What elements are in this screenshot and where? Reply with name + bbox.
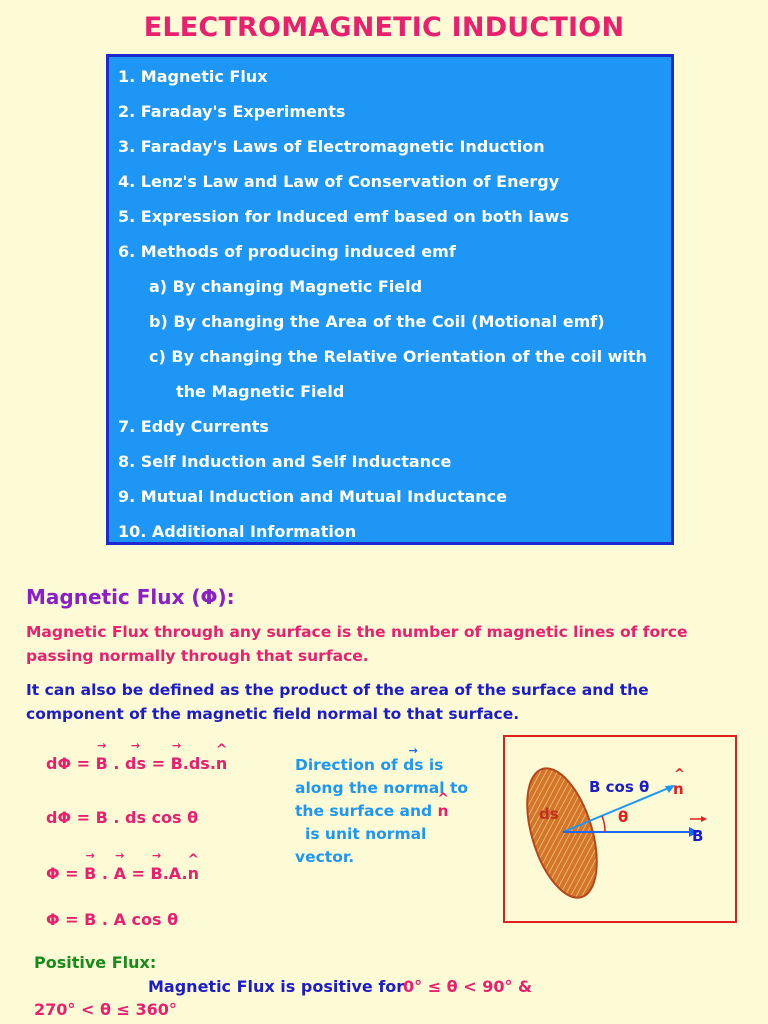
note-line-5: vector. <box>295 848 355 866</box>
note-text: the surface and <box>295 802 438 820</box>
flux-diagram-svg <box>505 737 735 921</box>
positive-flux-range-2: 270° < θ ≤ 360° <box>34 1000 177 1019</box>
eq1-vector-ds: → ds <box>125 754 146 773</box>
section-heading: Magnetic Flux (Φ): <box>26 585 235 609</box>
positive-flux-text: Magnetic Flux is positive for <box>148 977 405 996</box>
direction-note <box>295 754 495 869</box>
equation-1 <box>46 754 227 773</box>
note-line-3 <box>295 800 495 823</box>
toc-item-4[interactable]: 4. Lenz's Law and Law of Conservation of Energy <box>118 172 560 191</box>
note-text: is <box>423 756 444 774</box>
toc-item-5[interactable]: 5. Expression for Induced emf based on both laws <box>118 207 569 226</box>
eq3-dot: . <box>96 864 114 883</box>
toc-item-3[interactable]: 3. Faraday's Laws of Electromagnetic Induction <box>118 137 545 156</box>
equation-3 <box>46 864 199 883</box>
note-text: Direction of <box>295 756 404 774</box>
toc-item-6c[interactable]: c) By changing the Relative Orientation of the coil with <box>149 347 647 366</box>
eq1-equals: = <box>146 754 171 773</box>
eq1-unit-normal: ^ n <box>216 754 227 773</box>
note-vector-ds: → ds <box>403 754 423 777</box>
eq3-vector-b2: → B <box>151 864 163 883</box>
toc-item-1[interactable]: 1. Magnetic Flux <box>118 67 268 86</box>
eq1-dot: . <box>107 754 126 773</box>
eq3-equals: = <box>125 864 151 883</box>
flux-diagram <box>503 735 737 923</box>
toc-item-10[interactable]: 10. Additional Information <box>118 522 357 541</box>
angle-arc <box>602 816 605 832</box>
toc-item-2[interactable]: 2. Faraday's Experiments <box>118 102 346 121</box>
toc-item-6c-cont[interactable]: the Magnetic Field <box>176 382 345 401</box>
eq1-lhs: dΦ = <box>46 754 96 773</box>
surface-label: ds <box>539 805 559 823</box>
flux-definition: Magnetic Flux through any surface is the number of magnetic lines of force passing normally through that surface. <box>26 623 688 665</box>
positive-flux-range-1: 0° ≤ θ < 90° & <box>403 977 533 996</box>
eq1-ds: .ds. <box>182 754 216 773</box>
toc-item-6a[interactable]: a) By changing Magnetic Field <box>149 277 423 296</box>
note-line-2: along the normal to <box>295 779 469 797</box>
n-hat: ^ <box>674 767 685 782</box>
eq3-unit-normal: ^ n <box>188 864 199 883</box>
field-label: B <box>692 827 704 845</box>
field-label-arrowhead <box>701 816 707 822</box>
note-line-4: is unit normal <box>305 825 427 843</box>
equation-2: dΦ = B . ds cos θ <box>46 808 199 827</box>
flux-alternate-definition: It can also be defined as the product of the area of the surface and the component of the magnetic field normal to that surface. <box>26 681 649 723</box>
toc-item-9[interactable]: 9. Mutual Induction and Mutual Inductance <box>118 487 507 506</box>
n-label: n <box>673 780 684 798</box>
normal-label: B cos θ <box>589 778 650 796</box>
eq3-lhs: Φ = <box>46 864 85 883</box>
note-line-1 <box>295 754 495 777</box>
positive-flux-heading: Positive Flux: <box>34 953 157 972</box>
equation-4: Φ = B . A cos θ <box>46 910 179 929</box>
note-unit-normal: ^ n <box>438 800 449 823</box>
eq3-a: .A. <box>162 864 188 883</box>
angle-label: θ <box>618 808 629 826</box>
page-title: ELECTROMAGNETIC INDUCTION <box>143 12 625 43</box>
toc-item-6[interactable]: 6. Methods of producing induced emf <box>118 242 456 261</box>
eq1-vector-b: → B <box>96 754 108 773</box>
toc-item-8[interactable]: 8. Self Induction and Self Inductance <box>118 452 452 471</box>
eq3-vector-b: → B <box>84 864 96 883</box>
eq3-vector-a: → A <box>114 864 126 883</box>
contents-box <box>106 54 674 545</box>
toc-item-6b[interactable]: b) By changing the Area of the Coil (Motional emf) <box>149 312 605 331</box>
toc-item-7[interactable]: 7. Eddy Currents <box>118 417 269 436</box>
eq1-vector-b2: → B <box>171 754 183 773</box>
